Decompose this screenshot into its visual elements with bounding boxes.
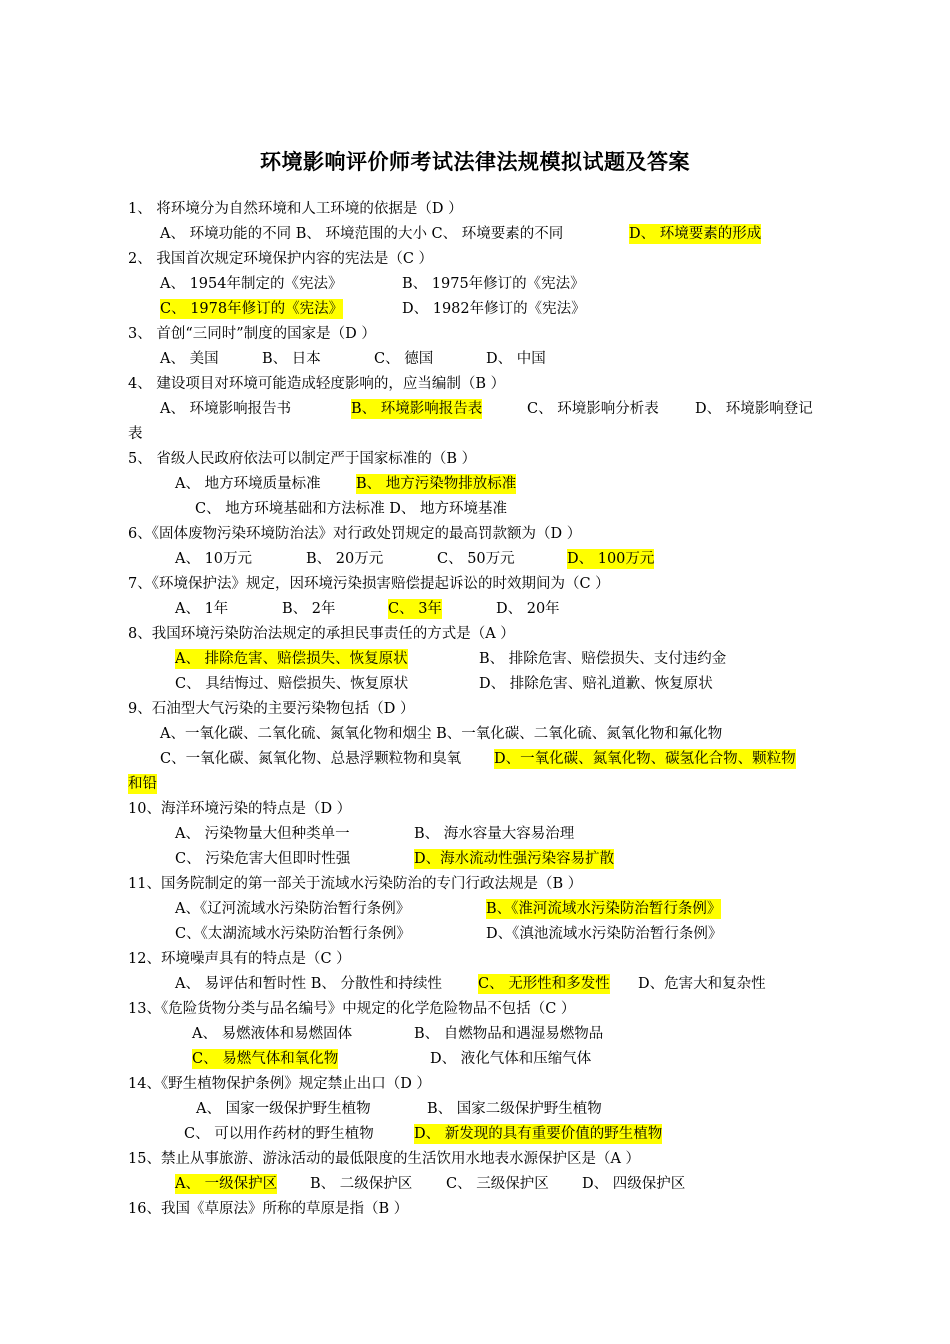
- answer-highlight: D、一氧化碳、氮氧化物、碳氢化合物、颗粒物: [494, 751, 796, 767]
- answer-option: [192, 1049, 338, 1069]
- option: C、《太湖流域水污染防治暂行条例》: [175, 926, 411, 942]
- option: D、 20年: [496, 601, 560, 617]
- question-stem: 12、环境噪声具有的特点是（C ）: [128, 951, 351, 967]
- answer-highlight: C、 无形性和多发性: [478, 976, 610, 992]
- option: C、一氧化碳、氮氧化物、总悬浮颗粒物和臭氧: [160, 751, 462, 767]
- answer-option: [175, 1174, 277, 1194]
- question-stem: 8、我国环境污染防治法规定的承担民事责任的方式是（A ）: [128, 626, 515, 642]
- question-stem: 4、 建设项目对环境可能造成轻度影响的，应当编制（B ）: [128, 376, 506, 392]
- question-stem: 11、国务院制定的第一部关于流域水污染防治的专门行政法规是（B ）: [128, 876, 583, 892]
- answer-option: [414, 849, 614, 869]
- option: D、《滇池流域水污染防治暂行条例》: [486, 926, 723, 942]
- answer-option: [494, 749, 796, 769]
- option: A、 美国: [160, 351, 219, 367]
- option: A、 易燃液体和易燃固体: [192, 1026, 353, 1042]
- question-stem: 9、石油型大气污染的主要污染物包括（D ）: [128, 701, 415, 717]
- option: C、 污染危害大但即时性强: [175, 851, 351, 867]
- option: A、 污染物量大但种类单一: [175, 826, 350, 842]
- option: B、 国家二级保护野生植物: [427, 1101, 602, 1117]
- answer-option: [175, 649, 408, 669]
- question-stem: 13、《危险货物分类与品名编号》中规定的化学危险物品不包括（C ）: [128, 1001, 576, 1017]
- option: A、 国家一级保护野生植物: [196, 1101, 371, 1117]
- answer-highlight: B、 地方污染物排放标准: [356, 476, 517, 492]
- answer-highlight: B、 环境影响报告表: [351, 401, 483, 417]
- option: D、危害大和复杂性: [638, 976, 766, 992]
- answer-highlight: C、 1978年修订的《宪法》: [160, 301, 344, 317]
- answer-highlight: D、 新发现的具有重要价值的野生植物: [414, 1126, 663, 1142]
- option: D、 液化气体和压缩气体: [430, 1051, 592, 1067]
- question-stem: 1、 将环境分为自然环境和人工环境的依据是（D ）: [128, 201, 463, 217]
- option: C、 可以用作药材的野生植物: [184, 1126, 374, 1142]
- answer-highlight: C、 易燃气体和氧化物: [192, 1051, 339, 1067]
- question-stem: 14、《野生植物保护条例》规定禁止出口（D ）: [128, 1076, 431, 1092]
- answer-option: [388, 599, 442, 619]
- option: C、 环境影响分析表: [527, 401, 659, 417]
- option: C、 三级保护区: [446, 1176, 549, 1192]
- answer-option: [356, 474, 516, 494]
- option: C、 具结悔过、赔偿损失、恢复原状: [175, 676, 409, 692]
- answer-highlight: D、海水流动性强污染容易扩散: [414, 851, 615, 867]
- options-row: [629, 224, 761, 244]
- option: A、 1年: [175, 601, 229, 617]
- question-stem: 3、 首创“三同时”制度的国家是（D ）: [128, 326, 376, 342]
- option: A、 易评估和暂时性 B、 分散性和持续性: [175, 976, 442, 992]
- question-stem: 15、禁止从事旅游、游泳活动的最低限度的生活饮用水地表水源保护区是（A ）: [128, 1151, 641, 1167]
- option: B、 海水容量大容易治理: [414, 826, 575, 842]
- options-row: [160, 224, 563, 244]
- answer-option: [478, 974, 610, 994]
- answer-option: [567, 549, 654, 569]
- option: C、 德国: [374, 351, 434, 367]
- option: B、 20万元: [306, 551, 384, 567]
- document-title: 环境影响评价师考试法律法规模拟试题及答案: [260, 150, 690, 174]
- option: D、 1982年修订的《宪法》: [402, 301, 586, 317]
- option: D、 环境影响登记: [695, 401, 813, 417]
- answer-option: [486, 899, 721, 919]
- option: A、 环境影响报告书: [160, 401, 292, 417]
- option: A、 10万元: [175, 551, 253, 567]
- answer-option: [414, 1124, 662, 1144]
- option: B、 排除危害、赔偿损失、支付违约金: [479, 651, 727, 667]
- option: B、 2年: [282, 601, 336, 617]
- option: C、 地方环境基础和方法标准 D、 地方环境基准: [195, 501, 508, 517]
- question-stem: 16、我国《草原法》所称的草原是指（B ）: [128, 1201, 409, 1217]
- answer-option-continuation: [128, 774, 157, 794]
- option: A、一氧化碳、二氧化硫、氮氧化物和烟尘 B、一氧化碳、二氧化硫、氮氧化物和氟化物: [160, 726, 723, 742]
- question-stem: 7、《环境保护法》规定，因环境污染损害赔偿提起诉讼的时效期间为（C ）: [128, 576, 610, 592]
- option: D、 四级保护区: [582, 1176, 686, 1192]
- answer-highlight: 和铅: [128, 776, 157, 792]
- option: B、 二级保护区: [310, 1176, 413, 1192]
- answer-highlight: D、 100万元: [567, 551, 655, 567]
- option: A、 地方环境质量标准: [175, 476, 321, 492]
- question-stem: 6、《固体废物污染环境防治法》对行政处罚规定的最高罚款额为（D ）: [128, 526, 582, 542]
- answer-highlight: B、《淮河流域水污染防治暂行条例》: [486, 901, 722, 917]
- answer-option: [160, 299, 343, 319]
- answer-highlight: A、 排除危害、赔偿损失、恢复原状: [175, 651, 408, 667]
- option: A、《辽河流域水污染防治暂行条例》: [175, 901, 411, 917]
- answer-highlight: A、 一级保护区: [175, 1176, 278, 1192]
- option: B、 1975年修订的《宪法》: [402, 276, 585, 292]
- answer-option: [351, 399, 482, 419]
- option: B、 日本: [262, 351, 321, 367]
- option: A、 1954年制定的《宪法》: [160, 276, 343, 292]
- option: D、 排除危害、赔礼道歉、恢复原状: [479, 676, 713, 692]
- answer-highlight: C、 3年: [388, 601, 442, 617]
- option: D、 中国: [486, 351, 546, 367]
- answer-option: D、 环境要素的形成: [629, 226, 762, 242]
- question-stem: 10、海洋环境污染的特点是（D ）: [128, 801, 352, 817]
- question-stem: 2、 我国首次规定环境保护内容的宪法是（C ）: [128, 251, 434, 267]
- option: A、 环境功能的不同 B、 环境范围的大小 C、 环境要素的不同: [160, 226, 564, 242]
- option-continuation: 表: [128, 426, 143, 442]
- question-stem: 5、 省级人民政府依法可以制定严于国家标准的（B ）: [128, 451, 477, 467]
- option: C、 50万元: [437, 551, 515, 567]
- option: B、 自燃物品和遇湿易燃物品: [414, 1026, 604, 1042]
